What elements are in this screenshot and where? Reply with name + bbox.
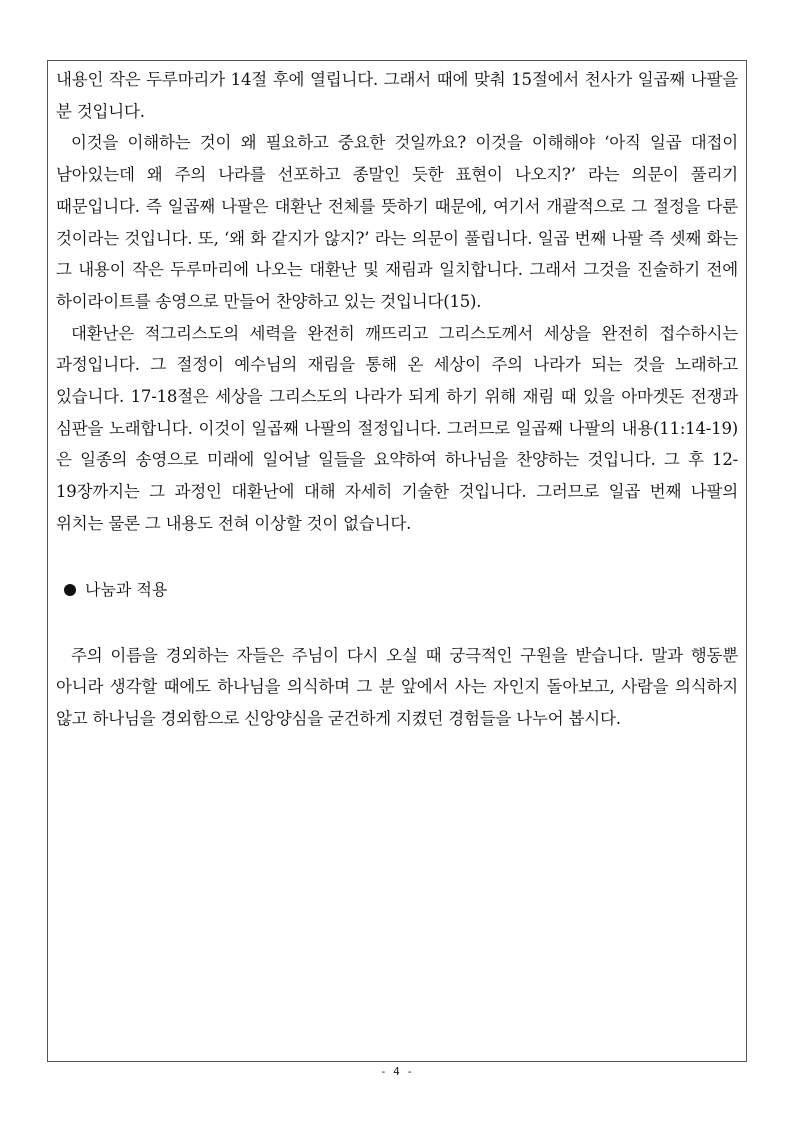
section-title: 나눔과 적용 (85, 579, 168, 599)
section-heading (56, 578, 738, 602)
paragraph-1: 내용인 작은 두루마리가 14절 후에 열립니다. 그래서 때에 맞춰 15절에서 천사가 일곱째 나팔을 분 것입니다. (56, 70, 738, 121)
paragraph-3: 대환난은 적그리스도의 세력을 완전히 깨뜨리고 그리스도께서 세상을 완전히 접수하시는 과정입니다. 그 절정이 예수님의 재림을 통해 온 세상이 주의 나라가 되는 것을 노래하고 있습니다. 17-18절은 세상을 그리스도의 나라가 되게 하기 위해 재림 때 있을 아마겟돈 전쟁과 심판을 노래합니다. 이것이 일곱째 나팔의 절정입니다. 그러므로 일곱째 나팔의 내용(11:14-19)은 일종의 송영으로 미래에 일어날 일들을 요약하여 하나님을 찬양하는 것입니다. 그 후 12-19장까지는 그 과정인 대환난에 대해 자세히 기술한 것입니다. 그러므로 일곱 번째 나팔의 위치는 물론 그 내용도 전혀 이상할 것이 없습니다. (56, 323, 738, 533)
paragraph-2: 이것을 이해하는 것이 왜 필요하고 중요한 것일까요? 이것을 이해해야 ‘아직 일곱 대접이 남아있는데 왜 주의 나라를 선포하고 종말인 듯한 표현이 나오지?’ 라는 의문이 풀리기 때문입니다. 즉 일곱째 나팔은 대환난 전체를 뜻하기 때문에, 여기서 개괄적으로 그 절정을 다룬 것이라는 것입니다. 또, ‘왜 화 같지가 않지?’ 라는 의문이 풀립니다. 일곱 번째 나팔 즉 셋째 화는 그 내용이 작은 두루마리에 나오는 대환난 및 재림과 일치합니다. 그래서 그것을 진술하기 전에 하이라이트를 송영으로 만들어 찬양하고 있는 것입니다(15). (56, 133, 738, 311)
page-number: - 4 - (379, 1065, 414, 1078)
application-paragraph: 주의 이름을 경외하는 자들은 주님이 다시 오실 때 궁극적인 구원을 받습니다. 말과 행동뿐 아니라 생각할 때에도 하나님을 의식하며 그 분 앞에서 사는 자인지 돌아보고, 사람을 의식하지 않고 하나님을 경외함으로 신앙양심을 굳건하게 지켰던 경험들을 나누어 봅시다. (56, 645, 738, 728)
page-content-frame (47, 60, 747, 1062)
bullet-icon (64, 584, 76, 596)
